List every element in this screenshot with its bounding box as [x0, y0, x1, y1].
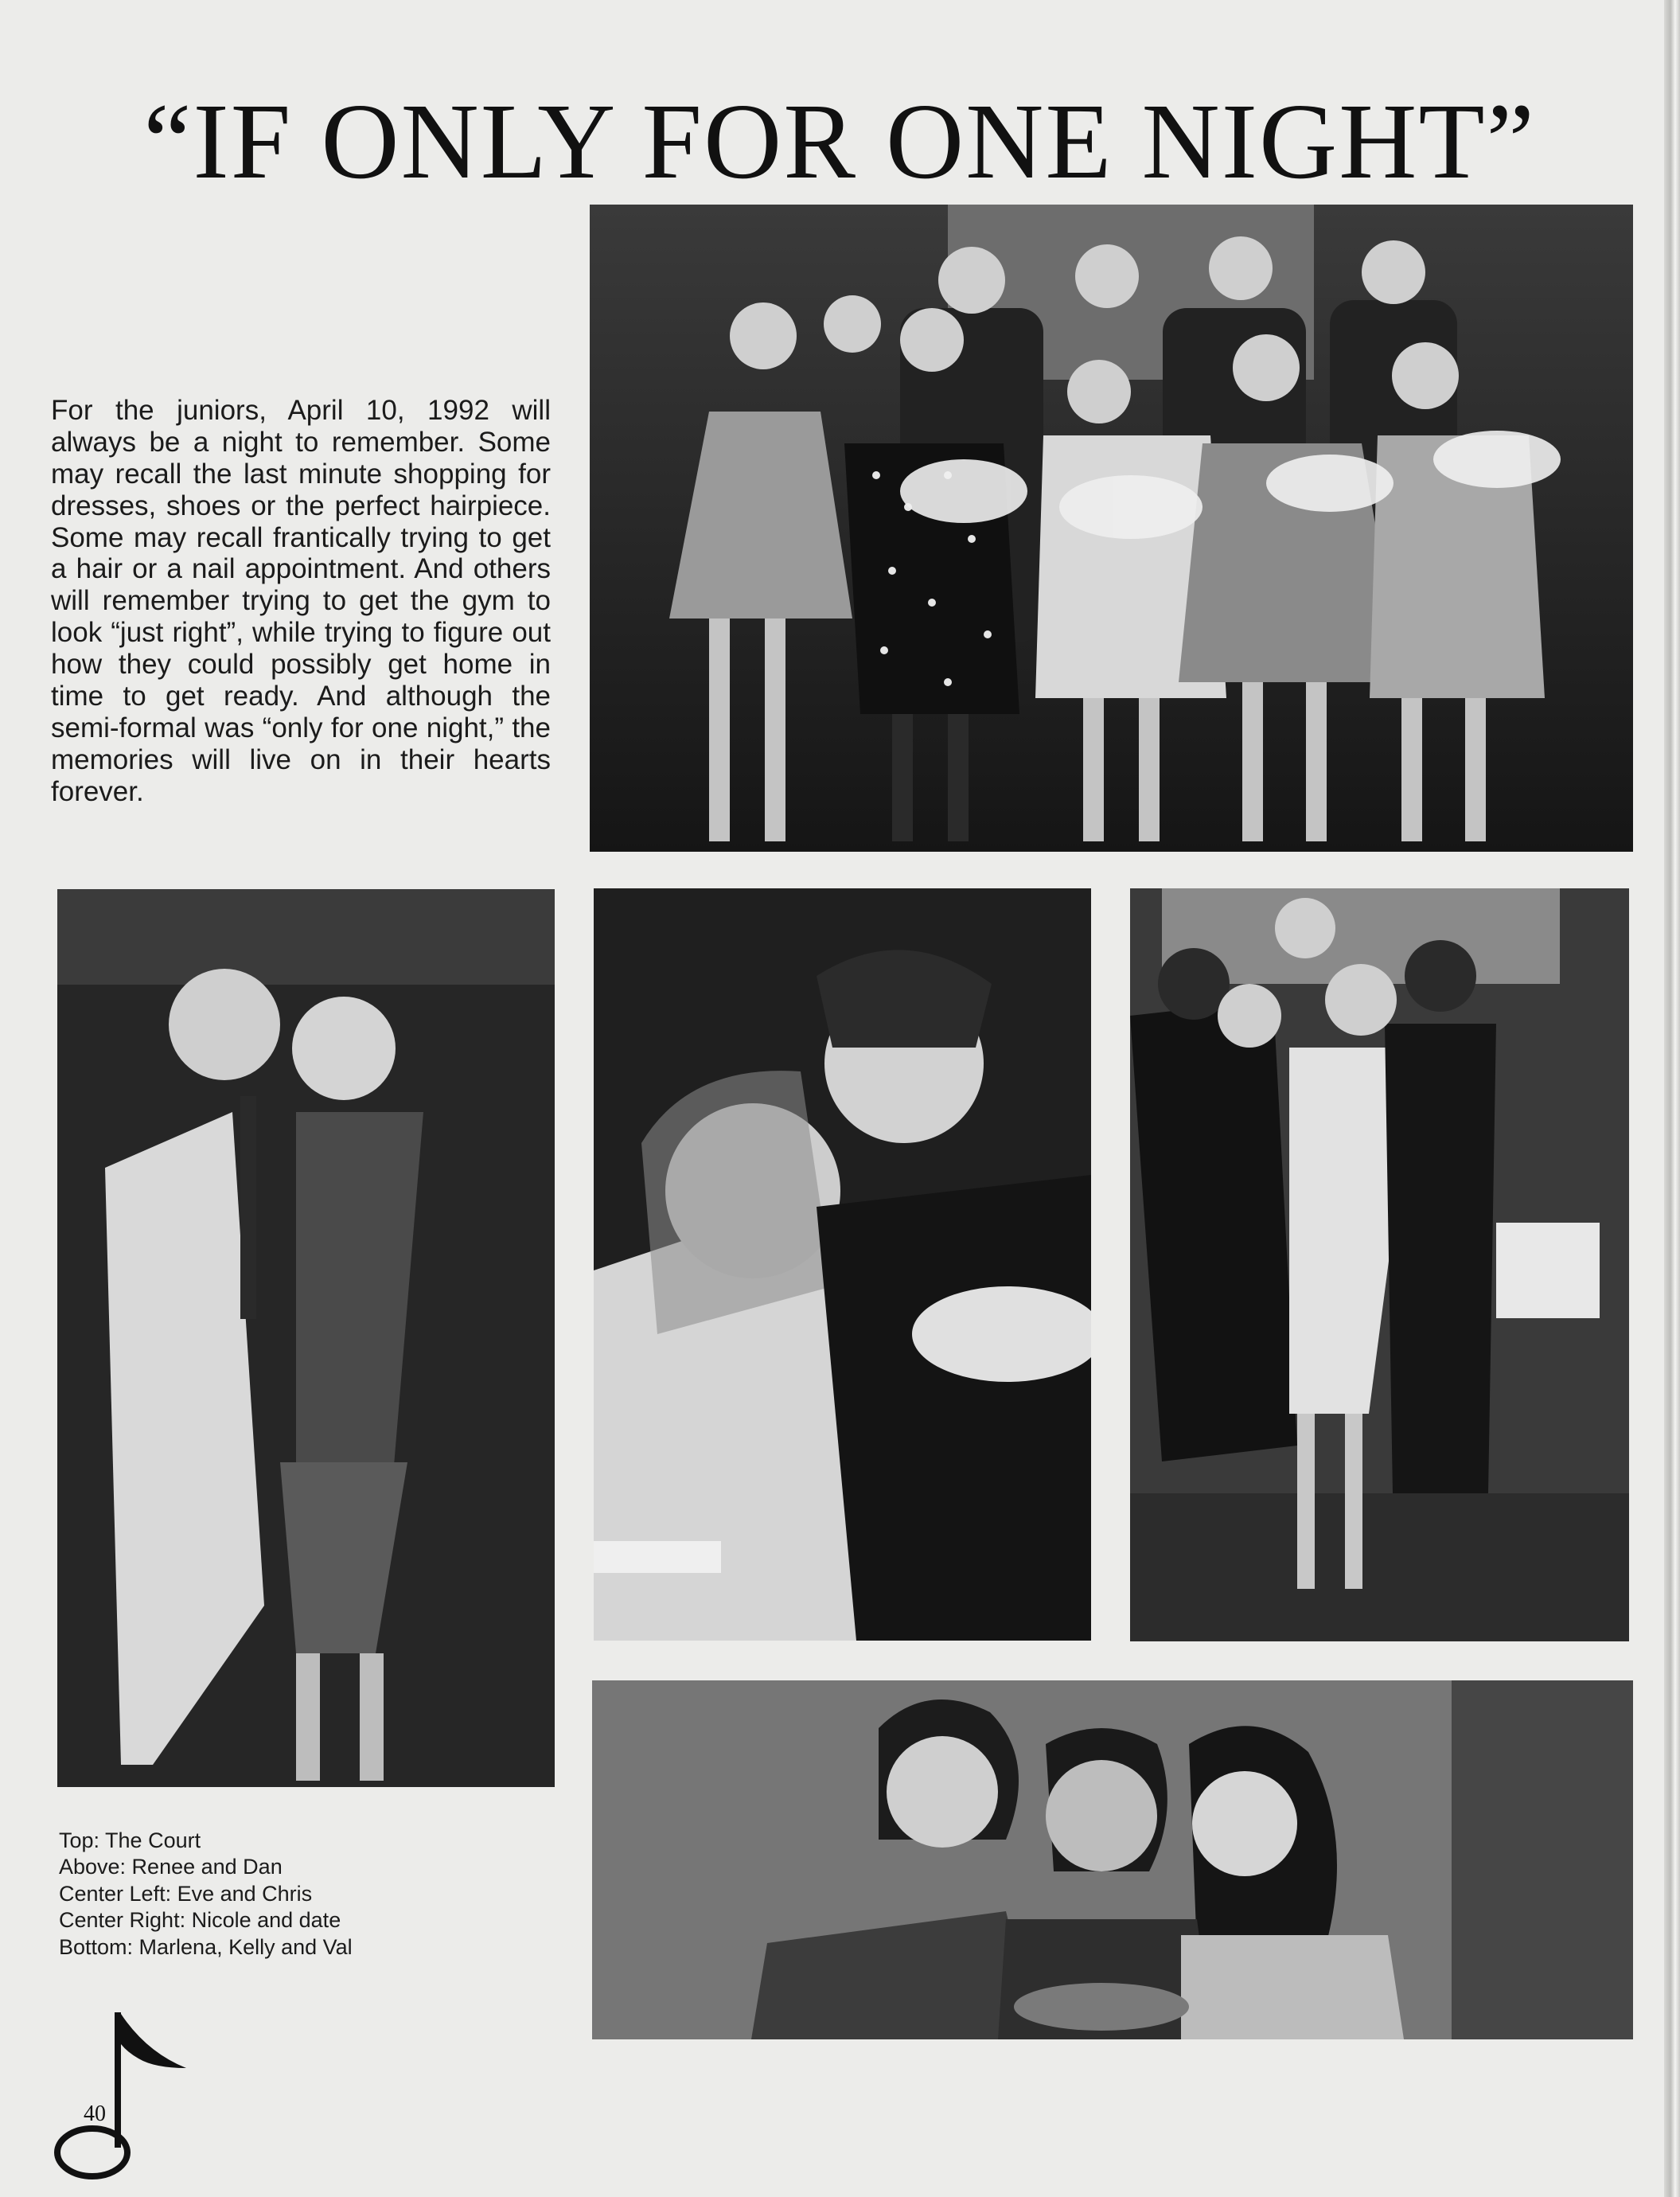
page-spine-edge	[1664, 0, 1680, 2197]
caption-top: Top: The Court	[59, 1828, 201, 1852]
photo-renee-and-dan	[57, 889, 555, 1787]
page-title: “IF ONLY FOR ONE NIGHT”	[143, 82, 1536, 201]
intro-paragraph: For the juniors, April 10, 1992 will always be a night to remember. Some may recall the last minute shopping for dresses, shoes or the perfect hairpiece. Some may recall frantically trying to get a hair or a nail appointment. And others will remember trying to get the gym to look “just right”, while trying to figure out how they could possibly get home in time to get ready. And although the semi-formal was “only for one night,” the memories will live on in their hearts forever.	[51, 395, 551, 807]
photo-the-court	[590, 205, 1633, 852]
music-note-icon	[51, 2004, 194, 2183]
caption-center-left: Center Left: Eve and Chris	[59, 1881, 313, 1906]
photo-nicole-and-date	[1130, 888, 1629, 1641]
caption-bottom: Bottom: Marlena, Kelly and Val	[59, 1934, 353, 1959]
caption-above: Above: Renee and Dan	[59, 1855, 283, 1879]
photo-captions	[59, 1828, 505, 1961]
photo-marlena-kelly-val	[592, 1680, 1633, 2039]
page-number: 40	[84, 2101, 106, 2126]
caption-center-right: Center Right: Nicole and date	[59, 1908, 341, 1933]
photo-eve-and-chris	[594, 888, 1091, 1641]
